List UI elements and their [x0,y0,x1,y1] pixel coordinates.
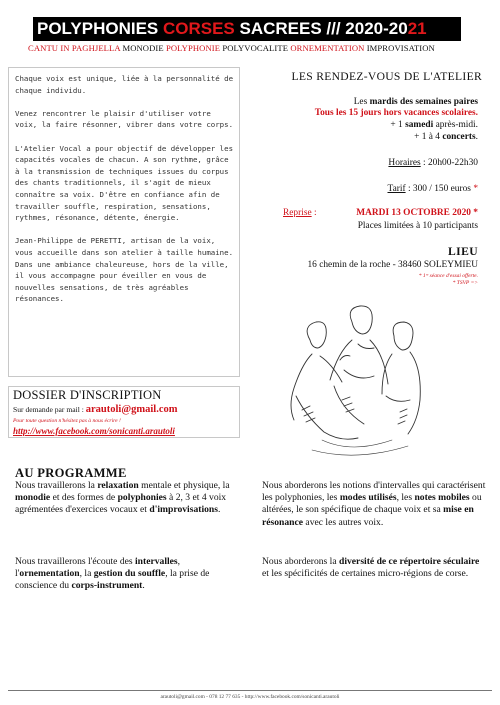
dossier-title: DOSSIER D'INSCRIPTION [13,388,162,402]
rdv-text: après-midi. [433,120,478,130]
dossier-note: Pour toute question n'hésitez pas à nous écrire ! [13,418,121,424]
subtitle-keyword: POLYPHONIE [165,43,221,53]
tarif [388,184,479,194]
title-corses: CORSES [162,19,235,38]
address: 16 chemin de la roche - 38460 SOLEYMIEU [307,260,478,270]
tarif-star: * [473,184,478,194]
rdv-emph: concerts [442,132,476,142]
rdv-emph: samedi [405,120,434,130]
title-part: POLYPHONIES [37,19,163,38]
program-title: AU PROGRAMME [15,466,127,480]
subtitle-keyword: ORNEMENTATION [290,43,365,53]
tarif-label: Tarif [387,184,406,194]
dossier-request [13,404,177,415]
horaires-value: : 20h00-22h30 [420,158,478,168]
rdv-frequency: Tous les 15 jours hors vacances scolaires. [314,108,478,118]
program-para-2: Nous travaillerons l'écoute des intervalles, l'ornementation, la gestion du souffle, la prise de conscience du corps-instrument. [15,556,210,592]
program-para-3: Nous aborderons les notions d'intervalles qui caractérisent les polyphonies, les modes utilisés, les notes mobiles ou altérées, le son spécifique de chaque voix et sa mise en résonance avec les autres voix. [262,480,486,528]
subtitle-keyword: MONODIE [120,43,166,53]
tarif-value: : 300 / 150 euros [405,184,474,194]
request-label: Sur demande par mail : [13,405,86,414]
rdv-line [354,97,478,107]
intro-paragraph: Chaque voix est unique, liée à la personnalité de chaque individu. [15,74,234,95]
program-para-4: Nous aborderons la diversité de ce répertoire séculaire et les spécificités de certaines micro-régions de corse. [262,556,480,580]
program-para-1: Nous travaillerons la relaxation mentale et physique, la monodie et des formes de polyphonies à 2, 3 et 4 voix agrémentées d'exercices vocaux et d'improvisations. [15,480,230,516]
reprise-label-wrap [283,208,317,218]
trial-note: * 1ʳᵉ séance d'essai offerte. [418,273,478,279]
title-year-end: 21 [407,19,427,38]
intro-paragraph: Venez rencontrer le plaisir d'utiliser votre voix, la faire résonner, vibrer dans votre corps. [15,108,234,130]
singers-illustration [282,300,430,460]
footer-divider [8,690,492,691]
intro-text [15,73,237,316]
title-part: SACREES /// 2020-20 [234,19,408,38]
horaires-label: Horaires [388,158,421,168]
rdv-title: LES RENDEZ-VOUS DE L'ATELIER [291,70,482,83]
rdv-text: . [475,132,478,142]
title-banner [33,17,461,41]
facebook-link[interactable]: http://www.facebook.com/sonicanti.arautoli [13,426,175,436]
intro-paragraph: L'Atelier Vocal a pour objectif de développer les capacités vocales de chacun. A son rythme, grâce à la transmission de techniques issues du corpus des chants traditionnels, il s'agit de mieux connaître sa voix. D'être en confiance afin de travailler souffle, respiration, sensations, rythmes, résonance, détente, énergie. [15,143,234,223]
lieu-title: LIEU [448,245,478,258]
subtitle-keywords [28,43,472,53]
tsvp-note: * TSVP => [452,280,478,286]
subtitle-keyword: POLYVOCALITE [220,43,291,53]
email-link[interactable]: arautoli@gmail.com [85,404,178,415]
footer-contact: arautoli@gmail.com - 078 12 77 635 - http://www.facebook.com/sonicanti.arautoli [160,694,340,700]
places: Places limitées à 10 participants [357,221,478,231]
rdv-text: + 1 à 4 [414,132,443,142]
intro-paragraph: Jean-Philippe de PERETTI, artisan de la voix, vous accueille dans son atelier à taille humaine. Dans une ambiance chaleureuse, hors de la ville, il vous accompagne pour éveiller en vous de nouvelles sensations, de très agréables résonances. [15,236,234,304]
subtitle-keyword: CANTU IN PAGHJELLA [28,43,121,53]
reprise-colon: : [311,208,317,218]
rdv-line [390,120,478,130]
subtitle-keyword: IMPROVISATION [364,43,435,53]
rdv-emph: mardis des semaines paires [369,97,478,107]
horaires [388,158,478,168]
reprise-date: MARDI 13 OCTOBRE 2020 * [356,208,478,218]
rdv-line [414,132,478,142]
rdv-text: Les [353,97,370,107]
reprise-label: Reprise [283,208,312,218]
rdv-text: + 1 [390,120,406,130]
